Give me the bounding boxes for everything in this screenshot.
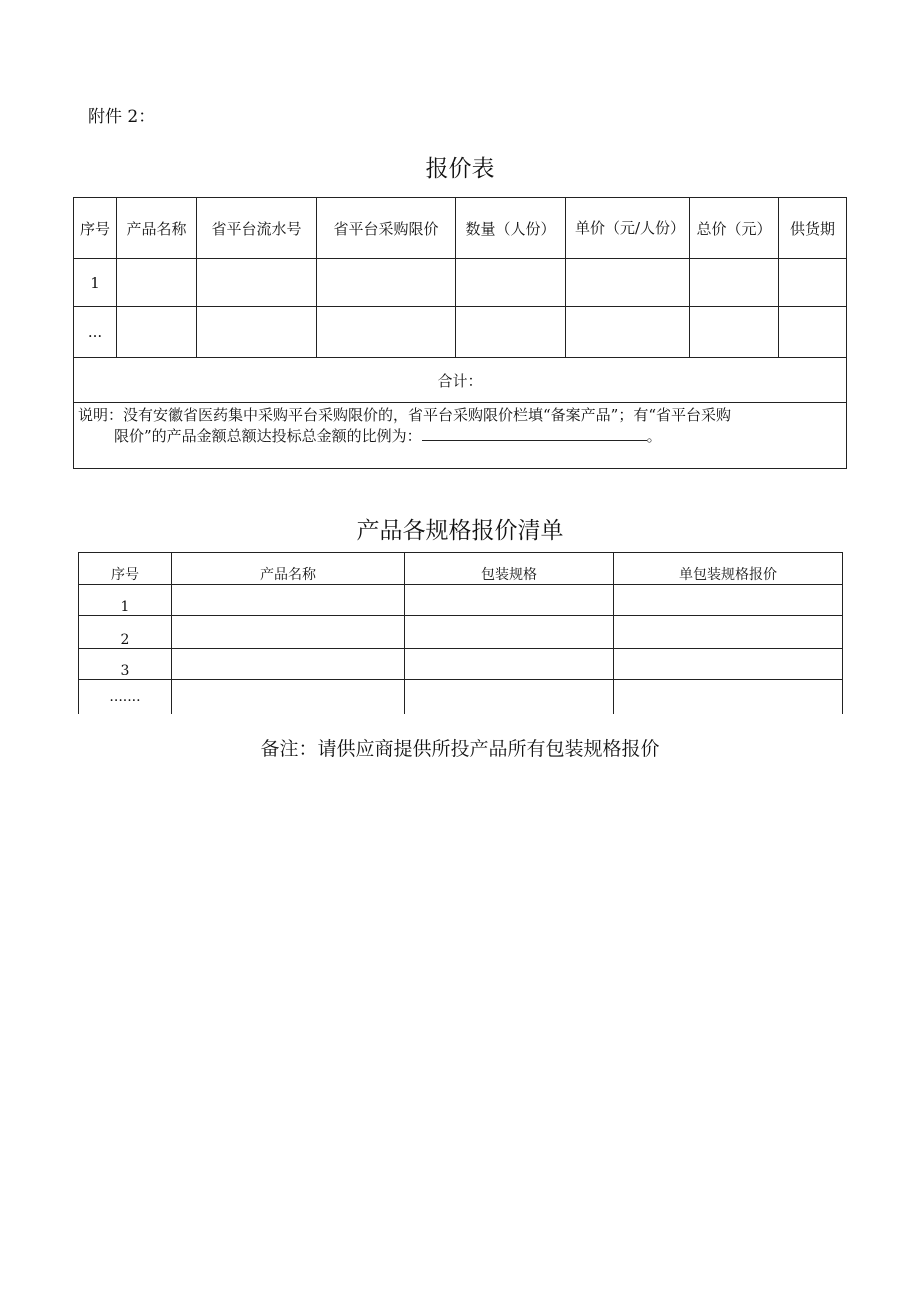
header-platform-serial: 省平台流水号 — [197, 198, 317, 259]
note-cell — [74, 403, 847, 469]
table-row — [79, 616, 843, 649]
total-label: 合计： — [74, 358, 847, 403]
table-row — [74, 307, 847, 358]
unit-price-cell[interactable] — [566, 259, 690, 307]
remark-text: 备注：请供应商提供所投产品所有包装规格报价 — [260, 738, 660, 760]
note-line2 — [78, 426, 842, 447]
table-row — [79, 680, 843, 715]
note-line2-end: 。 — [646, 427, 662, 445]
total-price-cell[interactable] — [690, 259, 779, 307]
header-product-name: 产品名称 — [117, 198, 197, 259]
spec-row-index: 2 — [79, 616, 172, 649]
quote-table-title: 报价表 — [425, 156, 495, 182]
attachment-label: 附件 2： — [88, 107, 156, 127]
row-index: 1 — [74, 259, 117, 307]
header-delivery-period: 供货期 — [779, 198, 847, 259]
total-price-cell[interactable] — [690, 307, 779, 358]
platform-price-limit-cell[interactable] — [317, 259, 456, 307]
total-row — [74, 358, 847, 403]
spec-package-cell[interactable] — [405, 680, 614, 715]
spec-package-cell[interactable] — [405, 649, 614, 680]
table-row — [79, 649, 843, 680]
header-total-price: 总价（元） — [690, 198, 779, 259]
note-row — [74, 403, 847, 469]
spec-row-index: 3 — [79, 649, 172, 680]
delivery-period-cell[interactable] — [779, 307, 847, 358]
ratio-blank-field[interactable] — [422, 426, 647, 441]
spec-product-name-cell[interactable] — [172, 585, 405, 616]
spec-price-cell[interactable] — [614, 585, 843, 616]
spec-header-product-name: 产品名称 — [172, 553, 405, 585]
quantity-cell[interactable] — [456, 259, 566, 307]
spec-row-index: ....... — [79, 680, 172, 715]
spec-header-index: 序号 — [79, 553, 172, 585]
spec-product-name-cell[interactable] — [172, 649, 405, 680]
spec-price-cell[interactable] — [614, 616, 843, 649]
unit-price-cell[interactable] — [566, 307, 690, 358]
table-row — [79, 585, 843, 616]
header-index: 序号 — [74, 198, 117, 259]
product-name-cell[interactable] — [117, 307, 197, 358]
spec-table — [78, 552, 843, 714]
product-name-cell[interactable] — [117, 259, 197, 307]
note-line1: 说明：没有安徽省医药集中采购平台采购限价的，省平台采购限价栏填“备案产品”；有“省平台采购 — [78, 406, 732, 424]
spec-package-cell[interactable] — [405, 616, 614, 649]
note-line2-text: 限价”的产品金额总额达投标总金额的比例为： — [114, 427, 422, 445]
platform-price-limit-cell[interactable] — [317, 307, 456, 358]
quantity-cell[interactable] — [456, 307, 566, 358]
spec-table-title: 产品各规格报价清单 — [356, 518, 564, 544]
delivery-period-cell[interactable] — [779, 259, 847, 307]
platform-serial-cell[interactable] — [197, 259, 317, 307]
header-quantity: 数量（人份） — [456, 198, 566, 259]
spec-price-cell[interactable] — [614, 649, 843, 680]
quote-header-row — [74, 198, 847, 259]
spec-product-name-cell[interactable] — [172, 680, 405, 715]
quote-table — [73, 197, 847, 469]
spec-header-package-price: 单包装规格报价 — [614, 553, 843, 585]
platform-serial-cell[interactable] — [197, 307, 317, 358]
header-unit-price: 单价（元/人份） — [566, 198, 690, 259]
spec-price-cell[interactable] — [614, 680, 843, 715]
table-row — [74, 259, 847, 307]
spec-header-row — [79, 553, 843, 585]
spec-package-cell[interactable] — [405, 585, 614, 616]
spec-row-index: 1 — [79, 585, 172, 616]
spec-header-package-spec: 包装规格 — [405, 553, 614, 585]
row-index: ... — [74, 307, 117, 358]
spec-product-name-cell[interactable] — [172, 616, 405, 649]
header-platform-price-limit: 省平台采购限价 — [317, 198, 456, 259]
